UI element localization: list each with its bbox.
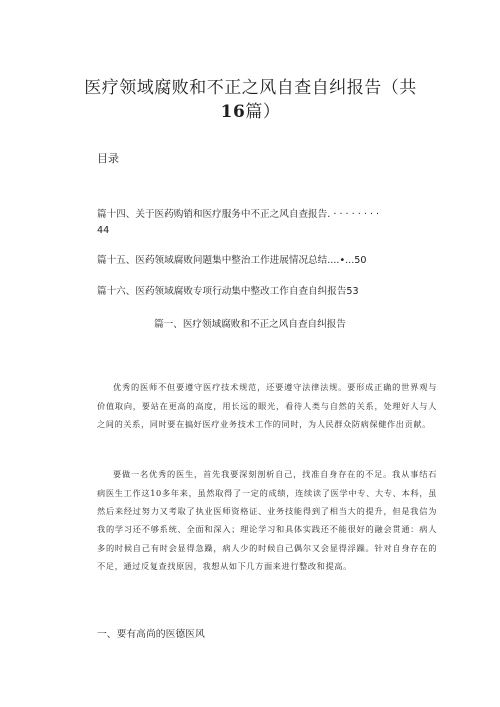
document-title-suffix: 篇） — [245, 102, 281, 122]
document-title-line1: 医疗领域腐败和不正之风自查自纠报告（共 — [84, 78, 417, 98]
section-title: 篇一、医疗领域腐败和不正之风自查自纠报告 — [154, 319, 346, 330]
document-title-line2 — [58, 100, 443, 124]
toc-entry-14-page: 44 — [97, 225, 110, 236]
section-subheading: 一、要有高尚的医德医风 — [97, 629, 205, 640]
toc-entry-16[interactable]: 篇十六、医药领域腐败专项行动集中整改工作自查自纠报告53 — [97, 286, 359, 297]
toc-entry-15[interactable]: 篇十五、医药领域腐败问题集中整治工作进展情况总结....•...50 — [97, 255, 367, 266]
body-paragraph-1: 优秀的医师不但要遵守医疗技术规范，还要遵守法律法规。要形成正确的世界观与价值取向，要站在更高的高度，用长远的眼光，看待人类与自然的关系，处理好人与人之间的关系，同时要在搞好医疗业务技术工作的同时，为人民群众防病保健作出贡献。 — [97, 382, 437, 429]
toc-entry-14[interactable]: 篇十四、关于医药购销和医疗服务中不正之风自查报告. · · · · · · · · — [97, 209, 380, 220]
document-title — [58, 76, 443, 124]
document-count: 16 — [220, 102, 246, 122]
toc-heading: 目录 — [97, 152, 119, 165]
body-paragraph-2: 要做一名优秀的医生，首先我要深刻剖析自己，找准自身存在的不足。我从事结石病医生工作这10多年来，虽然取得了一定的成绩，连续读了医学中专、大专、本科，虽然后来经过努力又考取了执业医师资格证、业务技能得到了相当大的提升，但是我信为我的学习还不够系统、全面和深入；理论学习和具体实践还不能很好的融会贯通：病人多的时候自己有时会显得急躁，病人少的时候自己偶尔又会显得浮躁。针对自身存在的不足，通过反复查找原因，我想从如下几方面来进行整改和提高。 — [97, 469, 437, 572]
